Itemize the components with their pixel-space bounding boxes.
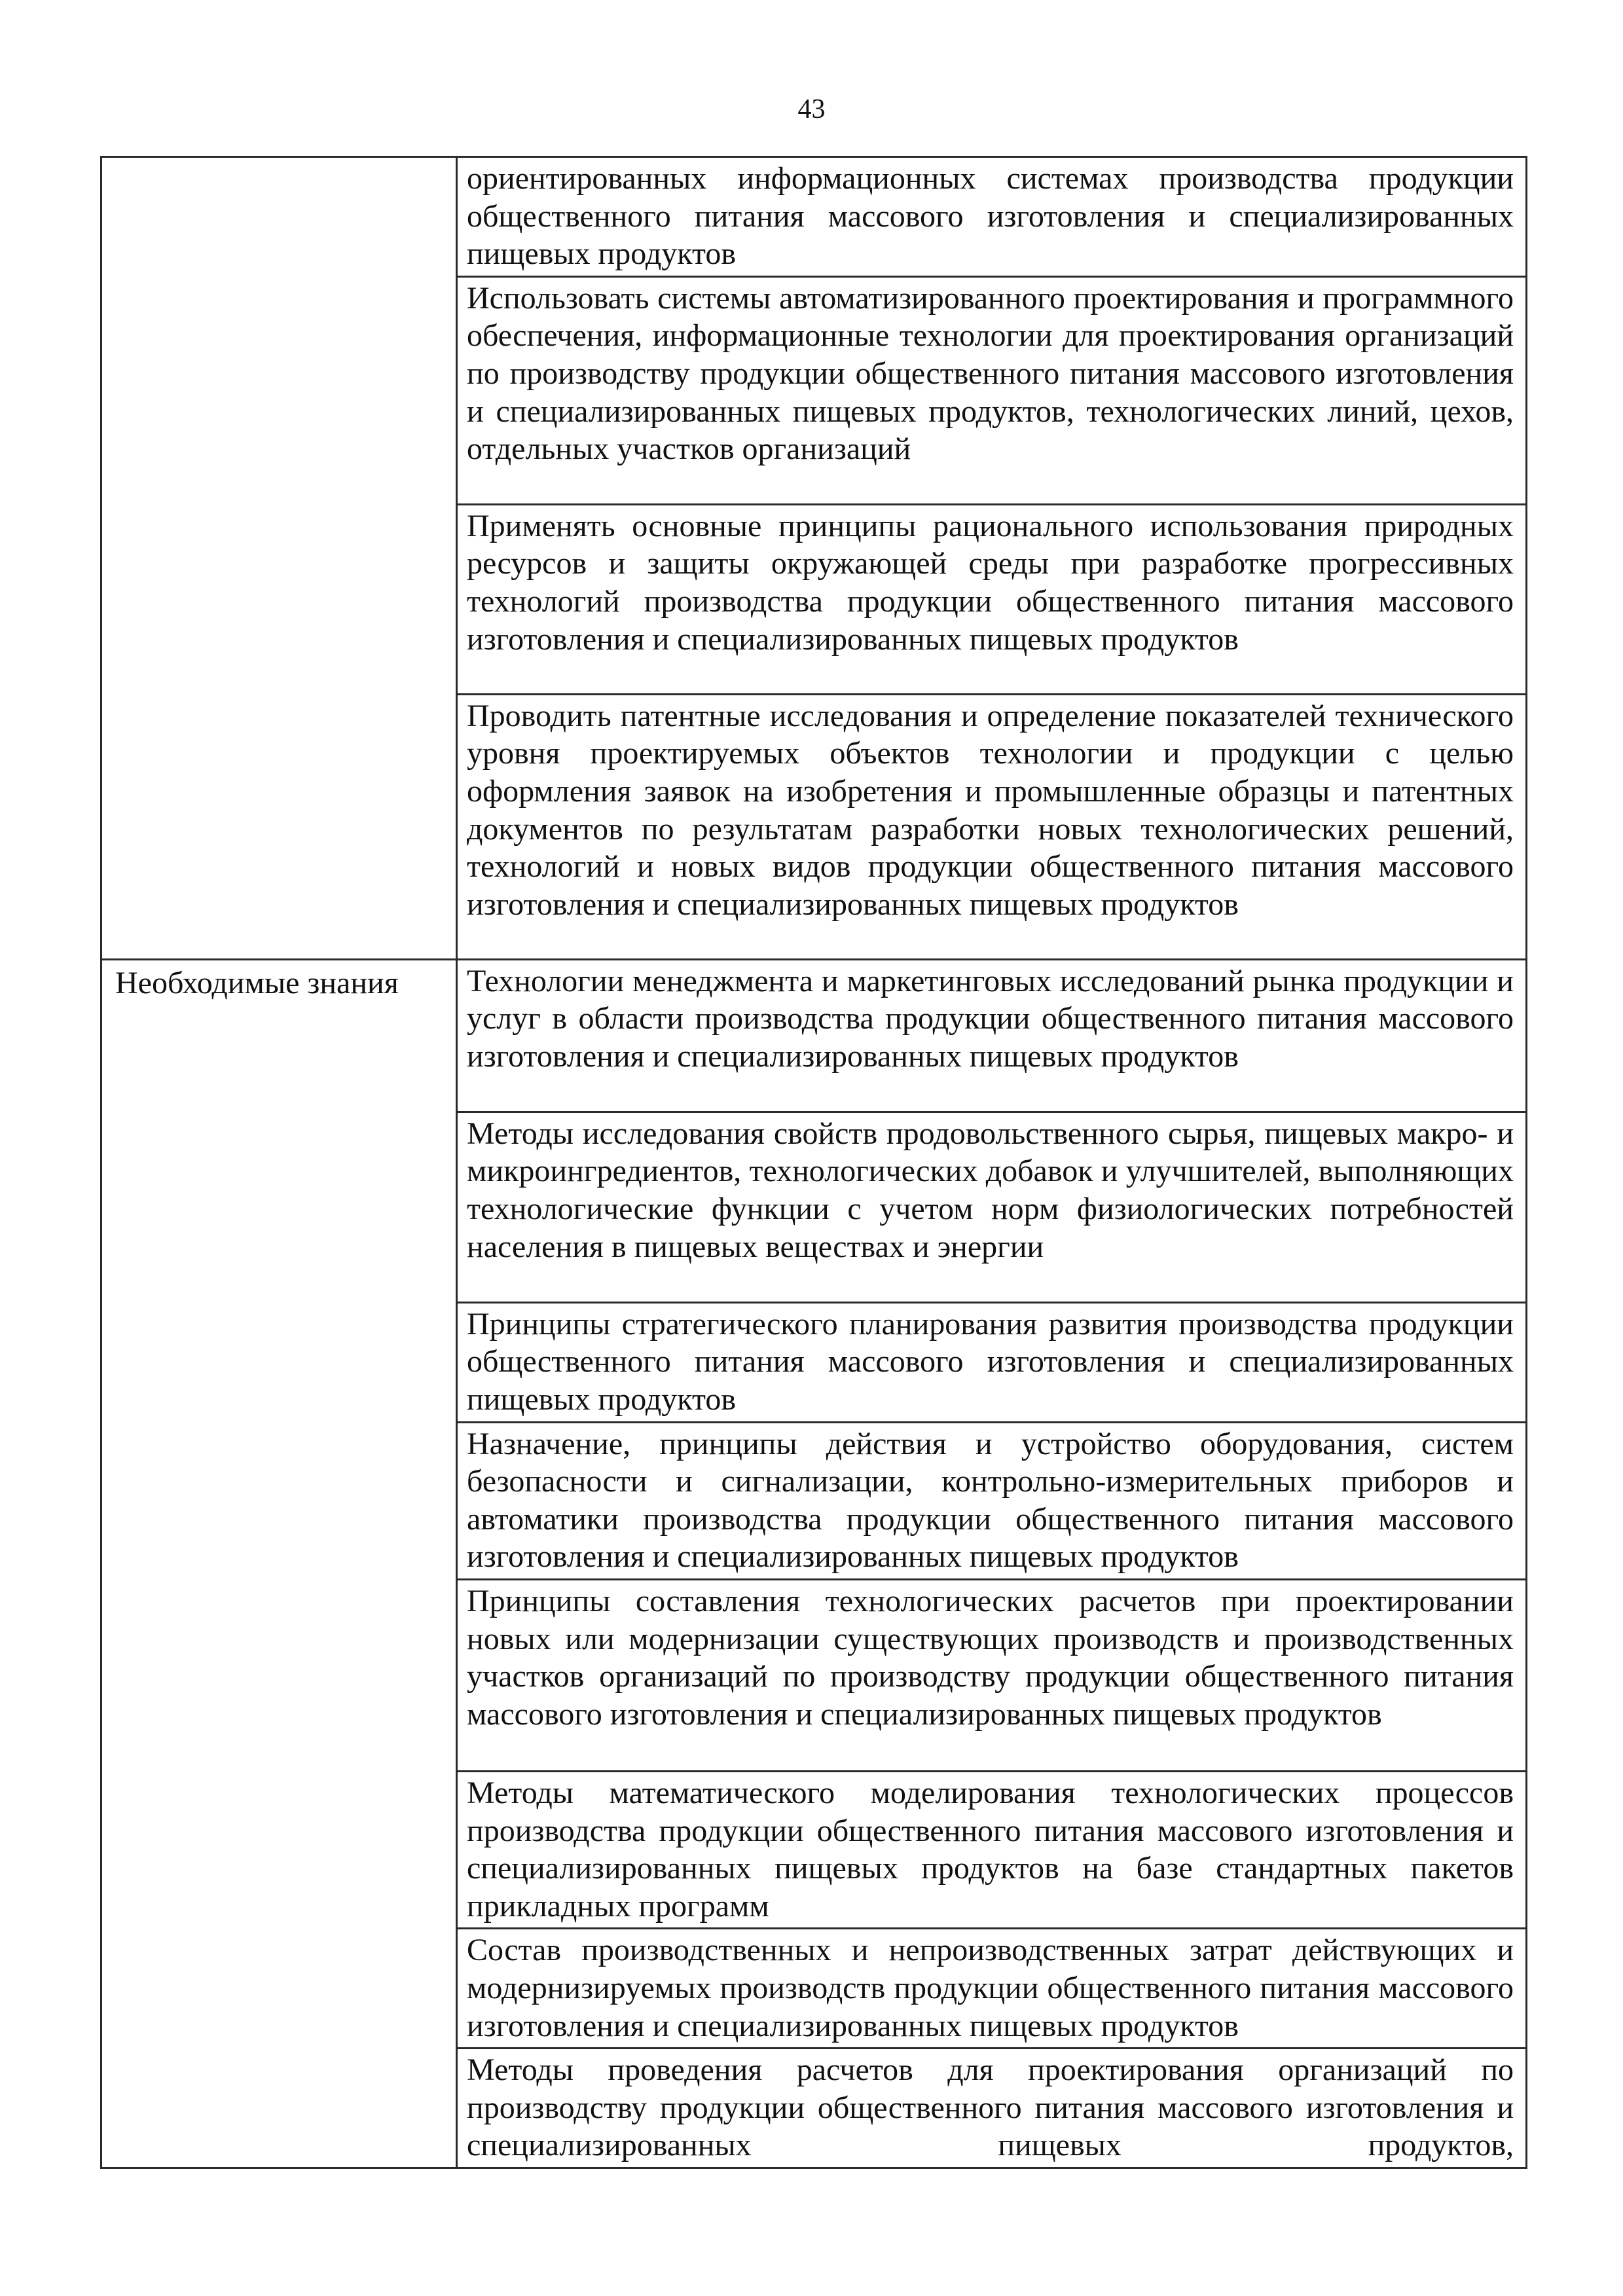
- table-cell-text-content: Состав производственных и непроизводственных затрат действующих и модернизируемых производств продукции общественного питания массового изготовления и специализированных пищевых продуктов: [467, 1933, 1514, 2043]
- table-cell-text-content: Методы проведения расчетов для проектирования организаций по производству продукции общественного питания массового изготовления и специализированных пищевых продуктов,: [467, 2052, 1514, 2163]
- table-cell-text-content: Принципы стратегического планирования развития производства продукции общественного питания массового изготовления и специализированных пищевых продуктов: [467, 1306, 1514, 1417]
- table-cell-text: [457, 2049, 1527, 2168]
- table-cell-text-content: Применять основные принципы рационального использования природных ресурсов и защиты окружающей среды при разработке прогрессивных технологий производства продукции общественного питания массового изготовления и специализированных пищевых продуктов: [467, 508, 1514, 657]
- table-cell-text: [457, 157, 1527, 277]
- requirements-table: [100, 156, 1527, 2169]
- table-cell-text-content: Принципы составления технологических расчетов при проектировании новых или модернизации существующих производств и производственных участков организаций по производству продукции общественного питания массового изготовления и специализированных пищевых продуктов: [467, 1583, 1514, 1732]
- table-cell-text-content: Проводить патентные исследования и определение показателей технического уровня проектируемых объектов технологии и продукции с целью оформления заявок на изобретения и промышленные образцы и патентных документов по результатам разработки новых технологических решений, технологий и новых видов продукции общественного питания массового изготовления и специализированных пищевых продуктов: [467, 698, 1514, 922]
- table-row: [101, 959, 1527, 1112]
- table-cell-text: [457, 1302, 1527, 1422]
- table-cell-text: [457, 959, 1527, 1112]
- table-cell-text-content: Использовать системы автоматизированного проектирования и программного обеспечения, информационные технологии для проектирования организаций по производству продукции общественного питания массового изготовления и специализированных пищевых продуктов, технологических линий, цехов, отдельных участков организаций: [467, 280, 1514, 467]
- table-cell-text: [457, 1422, 1527, 1579]
- table-cell-text-content: ориентированных информационных системах производства продукции общественного питания массового изготовления и специализированных пищевых продуктов: [467, 161, 1514, 272]
- table-cell-label: [101, 959, 457, 2168]
- table-cell-label-skills-continued: [101, 157, 457, 960]
- required-knowledge-label: Необходимые знания: [115, 965, 399, 1000]
- table-cell-text-content: Назначение, принципы действия и устройство оборудования, систем безопасности и сигнализации, контрольно-измерительных приборов и автоматики производства продукции общественного питания массового изготовления и специализированных пищевых продуктов: [467, 1426, 1514, 1575]
- table-cell-text-content: Технологии менеджмента и маркетинговых исследований рынка продукции и услуг в области производства продукции общественного питания массового изготовления и специализированных пищевых продуктов: [467, 963, 1514, 1074]
- table-cell-text: [457, 1929, 1527, 2049]
- table-cell-text: [457, 1579, 1527, 1771]
- table-cell-text: [457, 694, 1527, 959]
- table-cell-text: [457, 1112, 1527, 1302]
- table-cell-text: [457, 1771, 1527, 1928]
- table-row: [101, 157, 1527, 277]
- table-cell-text-content: Методы исследования свойств продовольственного сырья, пищевых макро- и микроингредиентов, технологических добавок и улучшителей, выполняющих технологические функции с учетом норм физиологических потребностей населения в пищевых веществах и энергии: [467, 1116, 1514, 1264]
- table-cell-text-content: Методы математического моделирования технологических процессов производства продукции общественного питания массового изготовления и специализированных пищевых продуктов на базе стандартных пакетов прикладных программ: [467, 1775, 1514, 1923]
- table-cell-text: [457, 504, 1527, 694]
- page-number: 43: [797, 94, 826, 124]
- table-cell-text: [457, 276, 1527, 504]
